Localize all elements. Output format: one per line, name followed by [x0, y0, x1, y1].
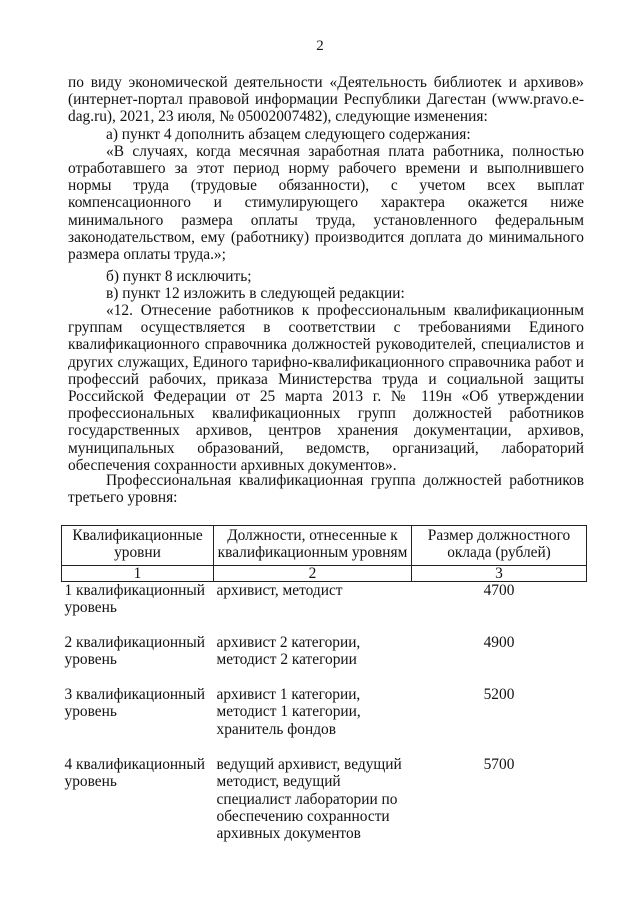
item-c: в) пункт 12 изложить в следующей редакции: [106, 285, 405, 302]
positions-cell: архивист 2 категории, методист 2 категории [216, 633, 361, 669]
item-c-block [68, 285, 584, 302]
intro-block [68, 74, 584, 263]
item-12-text: «12. Отнесение работников к профессиональным квалификационным группам осуществляется в соответствии с требованиями Единого квалификационного справочника должностей руководителей, специалистов и других служащих, Единого тарифно-квалификационного справочника работ и профессий рабочих, приказа Министерства труда и социальной защиты Российской Федерации от 25 марта 2013 г. № 119н «Об утверждении профессиональных квалификационных групп должностей работников государственных архивов, центров хранения документации, архивов, муниципальных образований, ведомств, организаций, лабораторий обеспечения сохранности архивных документов». [68, 302, 584, 474]
level-cell: 1 квалификационный уровень [64, 581, 205, 617]
salary-cell: 4700 [483, 581, 515, 599]
column-number-row [62, 565, 587, 581]
header-salary: Размер должностного оклада (рублей) [412, 526, 587, 566]
level-cell: 4 квалификационный уровень [64, 755, 205, 791]
salary-cell: 5700 [483, 755, 515, 773]
level-cell: 3 квалификационный уровень [64, 685, 205, 721]
qualification-table [61, 525, 587, 846]
item-12-block [68, 302, 584, 474]
header-levels: Квалификационные уровни [62, 526, 214, 566]
positions-cell: архивист, методист [216, 581, 343, 599]
positions-cell: ведущий архивист, ведущий методист, ведущий специалист лаборатории по обеспечению сохранности архивных документов [216, 755, 402, 843]
item-b: б) пункт 8 исключить; [106, 268, 252, 285]
item-a: а) пункт 4 дополнить абзацем следующего содержания: [106, 125, 471, 143]
item-a-quote: «В случаях, когда месячная заработная плата работника, полностью отработавшего за этот период норму рабочего времени и выполнившего нормы труда (трудовые обязанности), с учетом всех выплат компенсационного и стимулирующего характера окажется ниже минимального размера оплаты труда, установленного федеральным законодательством, ему (работнику) производится доплата до минимального размера оплаты труда.»; [68, 142, 584, 264]
group-intro: Профессиональная квалификационная группа должностей работников третьего уровня: [68, 472, 584, 507]
column-number: 2 [214, 565, 412, 581]
page-number: 2 [316, 38, 324, 54]
item-b-block [68, 268, 584, 285]
group-intro-block [68, 472, 584, 506]
table-header-row [62, 526, 587, 566]
salary-cell: 4900 [483, 633, 515, 651]
table-row [62, 756, 587, 846]
table-row [62, 581, 587, 634]
table-row [62, 634, 587, 686]
column-number: 1 [62, 565, 214, 581]
table-row [62, 686, 587, 756]
header-positions: Должности, отнесенные к квалификационным уровням [214, 526, 412, 566]
positions-cell: архивист 1 категории, методист 1 категории, хранитель фондов [216, 685, 361, 738]
salary-cell: 5200 [483, 685, 515, 703]
column-number: 3 [412, 565, 587, 581]
intro-paragraph: по виду экономической деятельности «Деятельность библиотек и архивов» (интернет-портал правовой информации Республики Дагестан (www.pravo.e-dag.ru), 2021, 23 июля, № 05002007482), следующие изменения: [68, 74, 584, 126]
level-cell: 2 квалификационный уровень [64, 633, 205, 669]
